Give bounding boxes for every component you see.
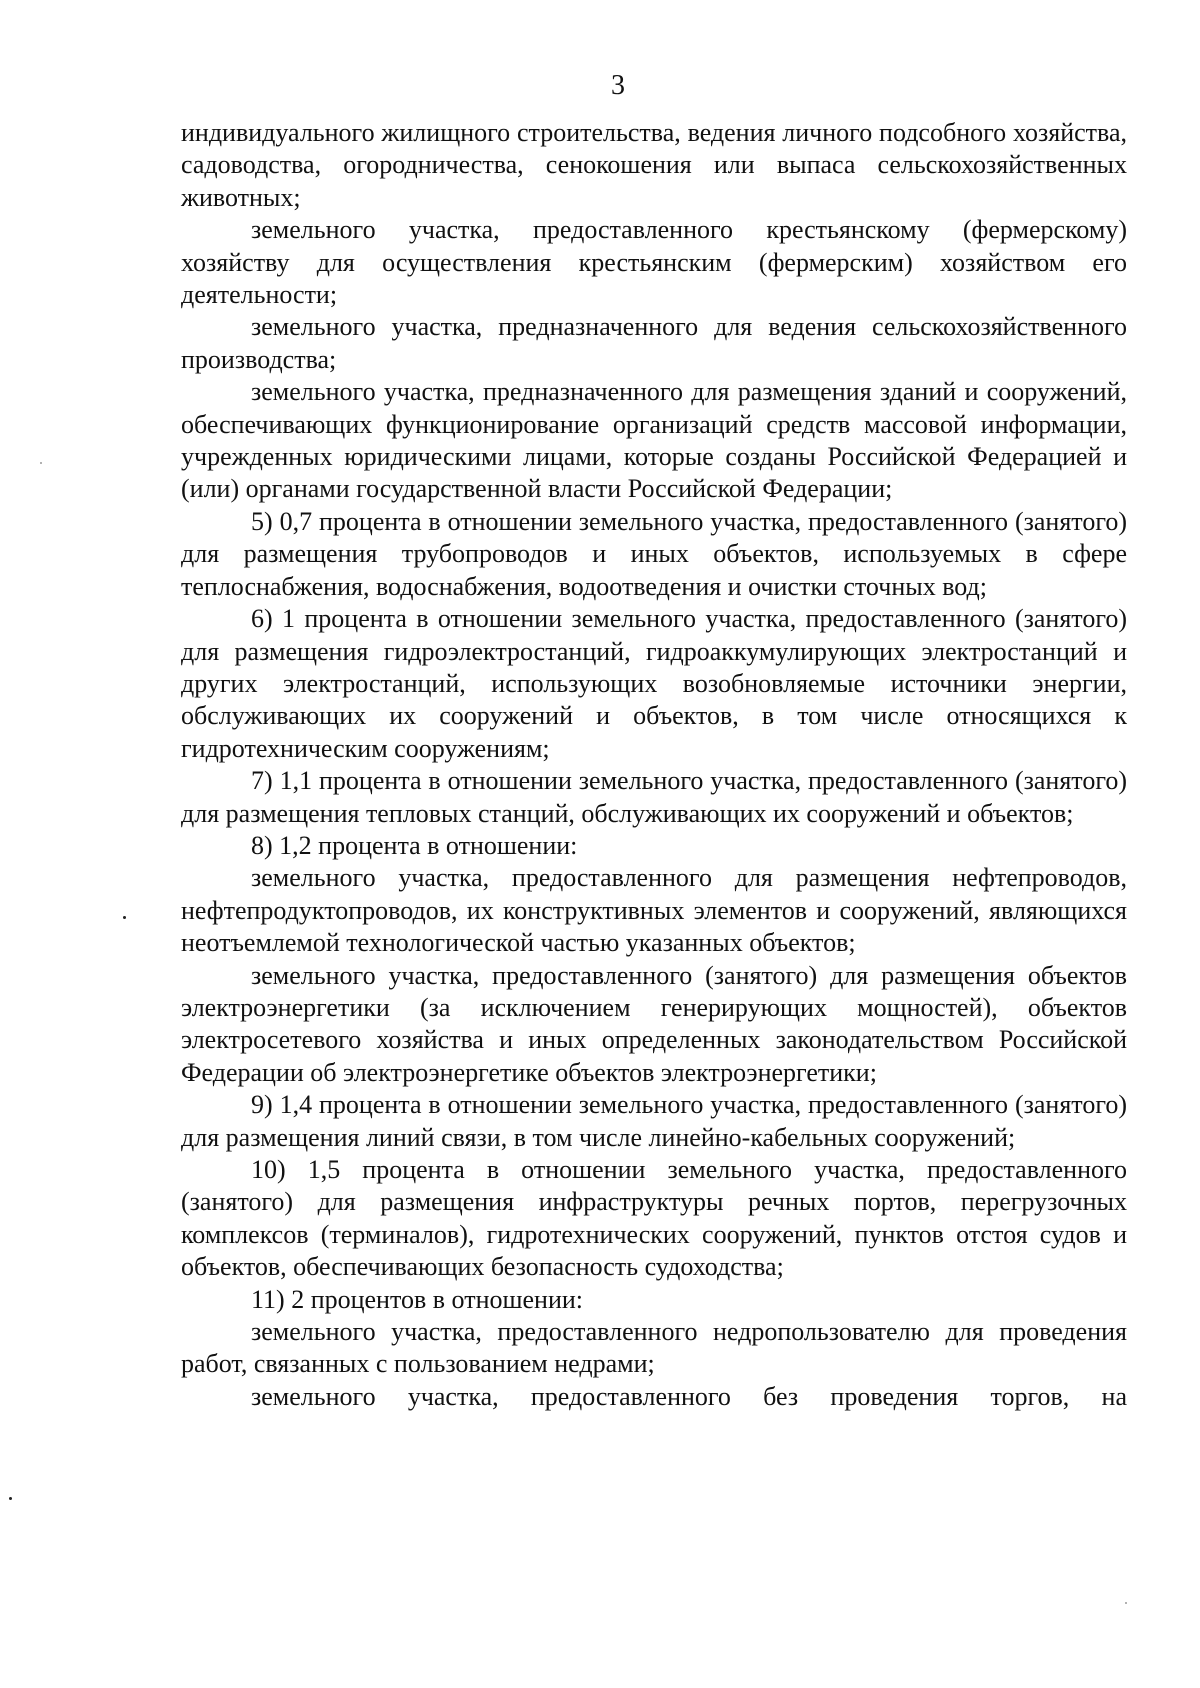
- paragraph: земельного участка, предоставленного (занятого) для размещения объектов электроэнергетики (за исключением генерирующих мощностей), объектов электросетевого хозяйства и иных определенных законодательством Российской Федерации об электроэнергетике объектов электроэнергетики;: [181, 960, 1127, 1087]
- paragraph: земельного участка, предназначенного для размещения зданий и сооружений, обеспечивающих функционирование организаций средств массовой информации, учрежденных юридическими лицами, которые созданы Российской Федерацией и (или) органами государственной власти Российской Федерации;: [181, 377, 1127, 504]
- page-number: 3: [611, 70, 625, 101]
- paragraph: 11) 2 процентов в отношении:: [251, 1284, 584, 1314]
- scan-speck: [40, 462, 42, 464]
- paragraph: индивидуального жилищного строительства, ведения личного подсобного хозяйства, садоводства, огородничества, сенокошения или выпаса сельскохозяйственных животных;: [181, 118, 1127, 212]
- paragraph: 5) 0,7 процента в отношении земельного участка, предоставленного (занятого) для размещения трубопроводов и иных объектов, используемых в сфере теплоснабжения, водоснабжения, водоотведения и очистки сточных вод;: [181, 506, 1127, 601]
- paragraph: земельного участка, предоставленного недропользователю для проведения работ, связанных с пользованием недрами;: [181, 1317, 1127, 1379]
- paragraph: земельного участка, предназначенного для ведения сельскохозяйственного производства;: [181, 312, 1127, 374]
- paragraph: земельного участка, предоставленного для размещения нефтепроводов, нефтепродуктопроводов, их конструктивных элементов и сооружений, являющихся неотъемлемой технологической частью указанных объектов;: [181, 863, 1127, 958]
- paragraph: 6) 1 процента в отношении земельного участка, предоставленного (занятого) для размещения гидроэлектростанций, гидроаккумулирующих электростанций и других электростанций, использующих возобновляемые источники энергии, обслуживающих их сооружений и объектов, в том числе относящихся к гидротехническим сооружениям;: [181, 604, 1127, 763]
- scan-speck: [123, 916, 126, 919]
- paragraph: 9) 1,4 процента в отношении земельного участка, предоставленного (занятого) для размещения линий связи, в том числе линейно-кабельных сооружений;: [181, 1090, 1127, 1152]
- paragraph: 7) 1,1 процента в отношении земельного участка, предоставленного (занятого) для размещения тепловых станций, обслуживающих их сооружений и объектов;: [181, 766, 1127, 828]
- scan-speck: [9, 1497, 12, 1500]
- paragraph: земельного участка, предоставленного без проведения торгов, на: [251, 1381, 1127, 1411]
- paragraph: 10) 1,5 процента в отношении земельного участка, предоставленного (занятого) для размещения инфраструктуры речных портов, перегрузочных комплексов (терминалов), гидротехнических сооружений, пунктов отстоя судов и объектов, обеспечивающих безопасность судоходства;: [181, 1155, 1127, 1282]
- scan-speck: [1125, 1602, 1127, 1604]
- paragraph: земельного участка, предоставленного крестьянскому (фермерскому) хозяйству для осуществления крестьянским (фермерским) хозяйством его деятельности;: [181, 215, 1127, 310]
- document-body: [181, 117, 1127, 1413]
- paragraph: 8) 1,2 процента в отношении:: [251, 830, 578, 860]
